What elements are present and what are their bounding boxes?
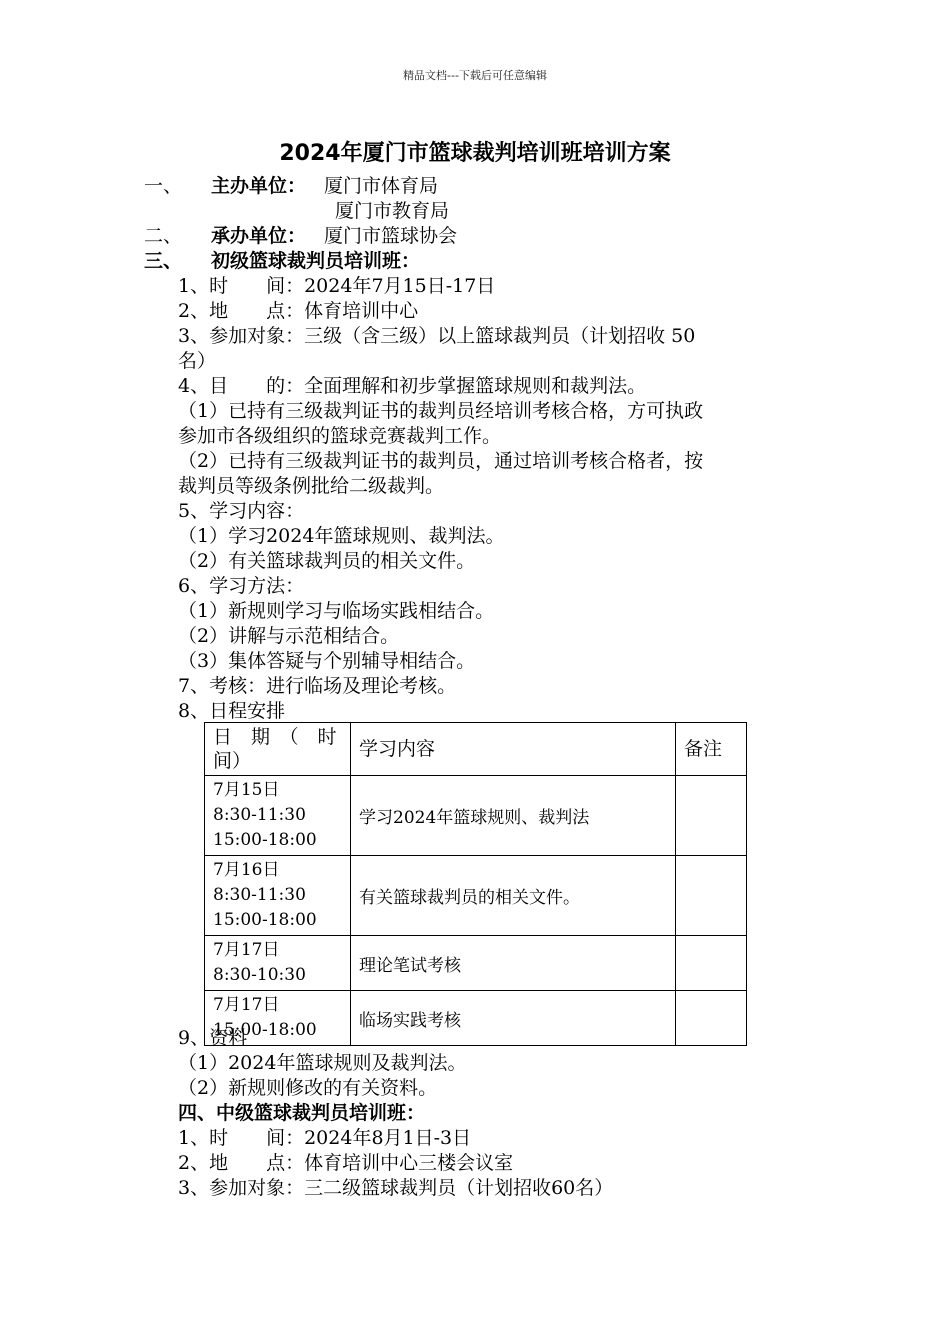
table-row <box>205 856 747 936</box>
s3-purpose-item1-line1: （1）已持有三级裁判证书的裁判员经培训考核合格，方可执政 <box>178 400 704 422</box>
header-date-line2: 间） <box>213 750 252 772</box>
date-line: 8:30-10:30 <box>213 965 306 985</box>
s3-content-item2: （2）有关篮球裁判员的相关文件。 <box>178 550 476 572</box>
date-line: 7月17日 <box>213 940 280 960</box>
s3-method-item2: （2）讲解与示范相结合。 <box>178 625 400 647</box>
section1-number: 一、 <box>144 175 183 197</box>
date-line: 8:30-11:30 <box>213 885 306 905</box>
row-date <box>205 776 351 856</box>
document-title: 2024年厦门市篮球裁判培训班培训方案 <box>279 141 671 166</box>
date-line: 15:00-18:00 <box>213 910 317 930</box>
s4-place: 2、地 点：体育培训中心三楼会议室 <box>178 1152 514 1174</box>
s3-method-item1: （1）新规则学习与临场实践相结合。 <box>178 600 495 622</box>
section3-heading: 初级篮球裁判员培训班： <box>211 250 421 272</box>
s3-method-item3: （3）集体答疑与个别辅导相结合。 <box>178 650 476 672</box>
section2-number: 二、 <box>144 225 183 247</box>
s3-purpose-item2-line1: （2）已持有三级裁判证书的裁判员，通过培训考核合格者，按 <box>178 450 704 472</box>
section1-label: 主办单位： <box>211 175 307 197</box>
row-content: 有关篮球裁判员的相关文件。 <box>351 856 676 936</box>
table-row <box>205 991 747 1046</box>
s3-materials-heading: 9、资料 <box>178 1027 248 1049</box>
row-content: 学习2024年篮球规则、裁判法 <box>351 776 676 856</box>
s3-time: 1、时 间：2024年7月15日-17日 <box>178 275 496 297</box>
row-content: 临场实践考核 <box>351 991 676 1046</box>
row-note <box>676 936 747 991</box>
date-line: 7月15日 <box>213 780 280 800</box>
table-row <box>205 776 747 856</box>
section3-number: 三、 <box>144 250 183 272</box>
s3-purpose: 4、目 的：全面理解和初步掌握篮球规则和裁判法。 <box>178 375 647 397</box>
date-line: 15:00-18:00 <box>213 1020 317 1040</box>
date-line: 7月17日 <box>213 995 280 1015</box>
header-date-line1: 日 期 （ 时 <box>213 726 337 748</box>
s3-content-item1: （1）学习2024年篮球规则、裁判法。 <box>178 525 505 547</box>
header-date <box>205 723 351 776</box>
page-header: 精品文档---下载后可任意编辑 <box>403 69 547 82</box>
s3-place: 2、地 点：体育培训中心 <box>178 300 419 322</box>
section1-value1: 厦门市体育局 <box>324 175 439 197</box>
row-note <box>676 856 747 936</box>
section4-heading: 四、中级篮球裁判员培训班： <box>178 1102 426 1124</box>
s3-materials-item2: （2）新规则修改的有关资料。 <box>178 1077 438 1099</box>
s4-target: 3、参加对象：三二级篮球裁判员（计划招收60名） <box>178 1177 614 1199</box>
row-note <box>676 991 747 1046</box>
header-note: 备注 <box>676 723 747 776</box>
s3-purpose-item1-line2: 参加市各级组织的篮球竞赛裁判工作。 <box>178 425 502 447</box>
section1-value2: 厦门市教育局 <box>335 200 450 222</box>
row-note <box>676 776 747 856</box>
row-date <box>205 936 351 991</box>
section2-label: 承办单位： <box>211 225 307 247</box>
s3-materials-item1: （1）2024年篮球规则及裁判法。 <box>178 1052 467 1074</box>
s3-schedule-heading: 8、日程安排 <box>178 700 286 722</box>
row-date <box>205 856 351 936</box>
s3-exam: 7、考核：进行临场及理论考核。 <box>178 675 457 697</box>
section2-value: 厦门市篮球协会 <box>324 225 458 247</box>
row-content: 理论笔试考核 <box>351 936 676 991</box>
s3-method-heading: 6、学习方法： <box>178 575 305 597</box>
date-line: 15:00-18:00 <box>213 830 317 850</box>
schedule-table <box>204 722 747 1046</box>
date-line: 7月16日 <box>213 860 280 880</box>
header-content: 学习内容 <box>351 723 676 776</box>
table-row <box>205 936 747 991</box>
s3-purpose-item2-line2: 裁判员等级条例批给二级裁判。 <box>178 475 445 497</box>
date-line: 8:30-11:30 <box>213 805 306 825</box>
table-header-row <box>205 723 747 776</box>
s3-target-line1: 3、参加对象：三级（含三级）以上篮球裁判员（计划招收 50 <box>178 325 696 347</box>
s3-content-heading: 5、学习内容： <box>178 500 305 522</box>
s3-target-line2: 名） <box>178 350 217 372</box>
s4-time: 1、时 间：2024年8月1日-3日 <box>178 1127 472 1149</box>
